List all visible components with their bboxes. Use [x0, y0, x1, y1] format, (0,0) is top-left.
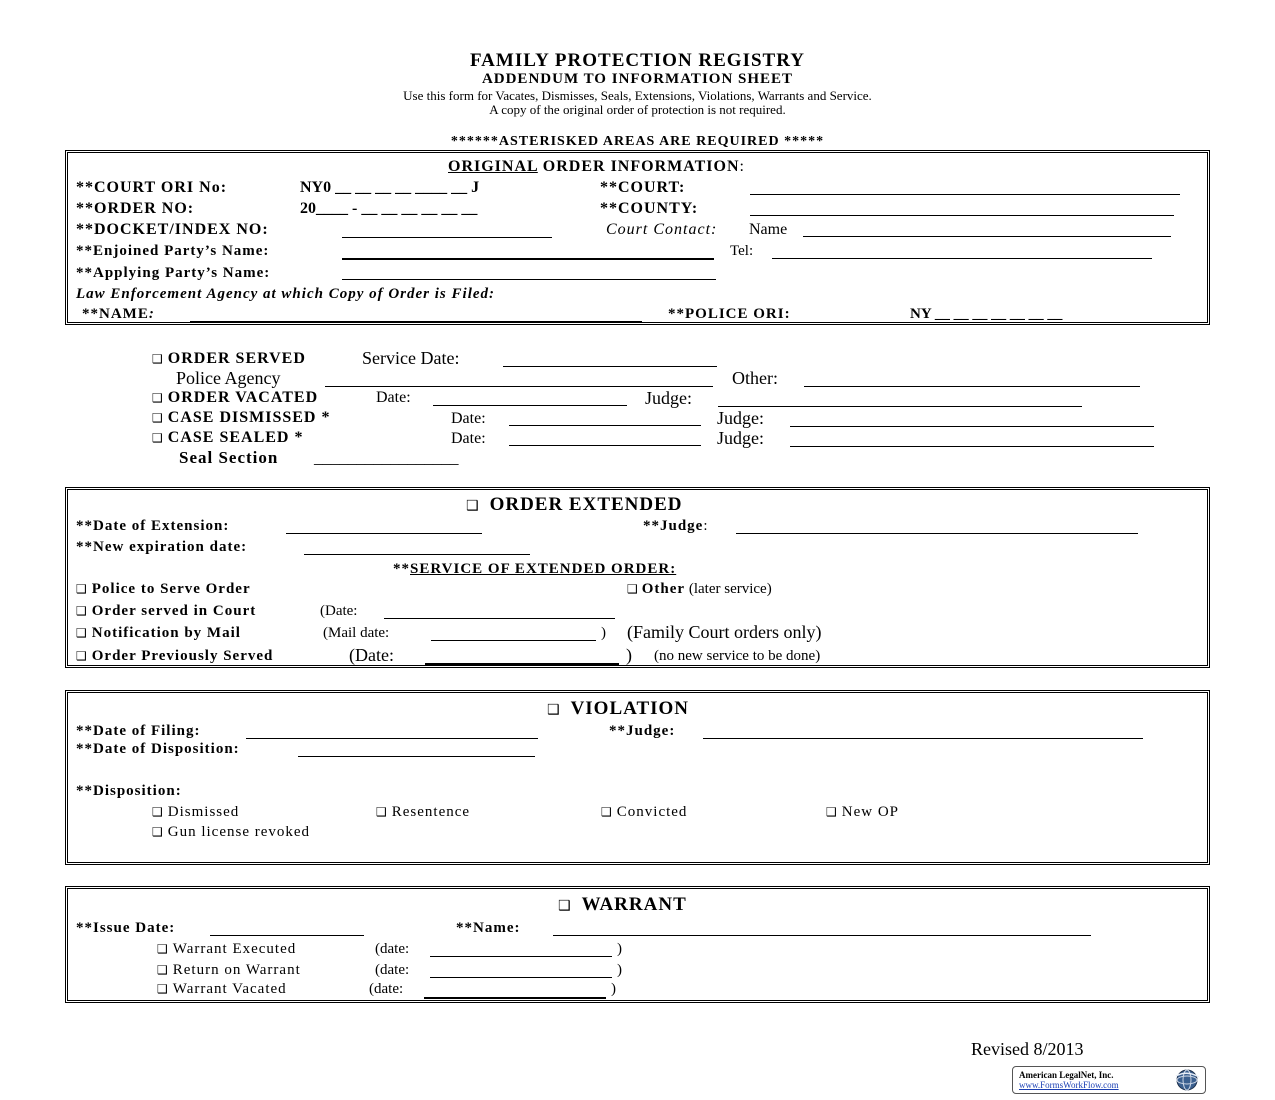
police-agency-field[interactable] — [325, 386, 713, 387]
checkbox-icon: ❑ — [558, 898, 572, 914]
american-legalnet-logo[interactable] — [1012, 1066, 1206, 1094]
order-served-option[interactable]: ❑ ORDER SERVED — [152, 350, 306, 367]
issue-date-label: **Issue Date: — [76, 920, 176, 936]
executed-date-close: ) — [617, 941, 622, 957]
checkbox-icon: ❑ — [76, 604, 88, 618]
service-date-field[interactable] — [503, 366, 717, 367]
warrant-executed-option[interactable]: ❑ Warrant Executed — [157, 941, 297, 957]
county-label: **COUNTY: — [600, 200, 699, 217]
checkbox-icon: ❑ — [157, 942, 169, 956]
instruction-line-2: A copy of the original order of protection is not required. — [489, 102, 786, 117]
checkbox-icon: ❑ — [76, 582, 88, 596]
court-ori-field[interactable]: NY0 __ __ __ __ ____ __ J — [300, 179, 480, 196]
checkbox-icon: ❑ — [826, 805, 838, 819]
served-in-court-option[interactable]: ❑ Order served in Court — [76, 603, 257, 619]
violation-title[interactable]: ❑ VIOLATION — [547, 698, 690, 719]
police-name-label: **NAME: — [82, 306, 155, 322]
disposition-convicted-option[interactable]: ❑ Convicted — [601, 804, 688, 820]
checkbox-icon: ❑ — [601, 805, 613, 819]
police-name-field[interactable] — [190, 321, 642, 322]
vacated-date-label: Date: — [376, 389, 411, 406]
checkbox-icon: ❑ — [152, 805, 164, 819]
sealed-judge-label: Judge: — [717, 428, 764, 448]
order-no-label: **ORDER NO: — [76, 200, 195, 217]
enjoined-party-field[interactable] — [342, 258, 714, 260]
previously-date-field[interactable] — [425, 663, 619, 665]
required-note: ******ASTERISKED AREAS ARE REQUIRED ***** — [450, 134, 825, 149]
checkbox-icon: ❑ — [157, 982, 169, 996]
return-on-warrant-option[interactable]: ❑ Return on Warrant — [157, 962, 301, 978]
checkbox-icon: ❑ — [157, 963, 169, 977]
court-field[interactable] — [750, 194, 1180, 195]
violation-judge-label: **Judge: — [609, 723, 676, 739]
applying-party-label: **Applying Party’s Name: — [76, 265, 271, 281]
previously-date-close: ) — [626, 645, 632, 665]
date-disposition-label: **Date of Disposition: — [76, 741, 240, 757]
vacated-warrant-date-close: ) — [611, 981, 616, 997]
new-expiration-field[interactable] — [304, 554, 530, 555]
sealed-date-label: Date: — [451, 430, 486, 447]
vacated-judge-field[interactable] — [718, 406, 1082, 407]
checkbox-icon: ❑ — [76, 626, 88, 640]
return-date-field[interactable] — [430, 977, 612, 978]
date-disposition-field[interactable] — [298, 756, 535, 757]
return-date-close: ) — [617, 962, 622, 978]
dismissed-date-field[interactable] — [509, 425, 701, 426]
served-in-court-date-label: (Date: — [320, 603, 358, 619]
revised-date: Revised 8/2013 — [971, 1039, 1084, 1059]
seal-section-label: Seal Section — [179, 448, 279, 467]
docket-label: **DOCKET/INDEX NO: — [76, 221, 269, 238]
tel-label: Tel: — [730, 243, 754, 259]
applying-party-field[interactable] — [342, 279, 716, 280]
globe-icon — [1171, 1068, 1203, 1092]
disposition-resentence-option[interactable]: ❑ Resentence — [376, 804, 471, 820]
warrant-vacated-option[interactable]: ❑ Warrant Vacated — [157, 981, 287, 997]
warrant-name-label: **Name: — [456, 920, 521, 936]
police-ori-field[interactable]: NY __ __ __ __ __ __ __ — [910, 306, 1063, 322]
checkbox-icon: ❑ — [152, 352, 164, 366]
enjoined-party-label: **Enjoined Party’s Name: — [76, 243, 270, 259]
law-enforcement-label: Law Enforcement Agency at which Copy of Order is Filed: — [76, 286, 496, 302]
issue-date-field[interactable] — [210, 935, 364, 936]
case-dismissed-option[interactable]: ❑ CASE DISMISSED * — [152, 409, 331, 426]
other-field[interactable] — [804, 386, 1140, 387]
disposition-label: **Disposition: — [76, 783, 182, 799]
docket-field[interactable] — [342, 237, 552, 238]
extension-judge-label: **Judge: — [643, 518, 709, 534]
order-vacated-option[interactable]: ❑ ORDER VACATED — [152, 389, 319, 406]
disposition-dismissed-option[interactable]: ❑ Dismissed — [152, 804, 240, 820]
previously-date-label: (Date: — [349, 645, 394, 665]
checkbox-icon: ❑ — [152, 391, 164, 405]
mail-date-label: (Mail date: — [323, 625, 390, 641]
logo-url-link[interactable]: www.FormsWorkFlow.com — [1019, 1080, 1119, 1090]
no-new-service-note: (no new service to be done) — [654, 648, 821, 664]
police-serve-option[interactable]: ❑ Police to Serve Order — [76, 581, 251, 597]
other-label: Other: — [732, 368, 778, 388]
checkbox-icon: ❑ — [76, 649, 88, 663]
new-expiration-label: **New expiration date: — [76, 539, 248, 555]
dismissed-date-label: Date: — [451, 410, 486, 427]
date-filing-label: **Date of Filing: — [76, 723, 201, 739]
dismissed-judge-field[interactable] — [790, 426, 1154, 427]
warrant-name-field[interactable] — [553, 935, 1091, 936]
service-extended-title: **SERVICE OF EXTENDED ORDER: — [393, 561, 677, 577]
executed-date-field[interactable] — [430, 956, 612, 957]
tel-field[interactable] — [772, 258, 1152, 259]
dismissed-judge-label: Judge: — [717, 408, 764, 428]
date-of-extension-field[interactable] — [286, 533, 482, 534]
sealed-judge-field[interactable] — [790, 446, 1154, 447]
order-no-field[interactable]: 20____ - __ __ __ __ __ __ — [300, 200, 478, 217]
vacated-judge-label: Judge: — [645, 388, 692, 408]
date-filing-field[interactable] — [246, 738, 538, 739]
checkbox-icon: ❑ — [152, 411, 164, 425]
notification-mail-option[interactable]: ❑ Notification by Mail — [76, 625, 241, 641]
vacated-warrant-date-label: (date: — [369, 981, 404, 997]
police-agency-label: Police Agency — [176, 368, 281, 388]
form-title: FAMILY PROTECTION REGISTRY — [469, 50, 805, 71]
logo-company-name: American LegalNet, Inc. — [1019, 1070, 1114, 1080]
service-date-label: Service Date: — [362, 348, 460, 368]
previously-served-option[interactable]: ❑ Order Previously Served — [76, 648, 274, 664]
disposition-new-op-option[interactable]: ❑ New OP — [826, 804, 900, 820]
checkbox-icon: ❑ — [466, 498, 480, 514]
order-extended-title[interactable]: ❑ ORDER EXTENDED — [466, 494, 683, 515]
sealed-date-field[interactable] — [509, 445, 701, 446]
date-of-extension-label: **Date of Extension: — [76, 518, 230, 534]
police-ori-label: **POLICE ORI: — [668, 306, 791, 322]
checkbox-icon: ❑ — [152, 431, 164, 445]
original-order-title: ORIGINAL ORDER INFORMATION: — [448, 158, 745, 175]
warrant-title[interactable]: ❑ WARRANT — [558, 894, 687, 915]
disposition-gun-license-option[interactable]: ❑ Gun license revoked — [152, 824, 311, 840]
vacated-date-field[interactable] — [433, 405, 627, 406]
mail-date-field[interactable] — [431, 640, 596, 641]
checkbox-icon: ❑ — [376, 805, 388, 819]
violation-judge-field[interactable] — [703, 738, 1143, 739]
court-contact-name-label: Name — [749, 221, 788, 238]
court-label: **COURT: — [600, 179, 686, 196]
case-sealed-option[interactable]: ❑ CASE SEALED * — [152, 429, 304, 446]
checkbox-icon: ❑ — [547, 702, 561, 718]
seal-section-field[interactable]: _________________ — [314, 448, 459, 467]
executed-date-label: (date: — [375, 941, 410, 957]
extension-judge-field[interactable] — [736, 533, 1138, 534]
checkbox-icon: ❑ — [627, 582, 638, 596]
county-field[interactable] — [750, 215, 1174, 216]
family-court-note: (Family Court orders only) — [627, 622, 822, 642]
instruction-line-1: Use this form for Vacates, Dismisses, Seals, Extensions, Violations, Warrants and Service. — [403, 88, 872, 103]
form-subtitle: ADDENDUM TO INFORMATION SHEET — [481, 71, 794, 87]
checkbox-icon: ❑ — [152, 825, 164, 839]
mail-date-close: ) — [601, 625, 606, 641]
court-contact-label: Court Contact: — [606, 221, 718, 238]
return-date-label: (date: — [375, 962, 410, 978]
court-ori-label: **COURT ORI No: — [76, 179, 228, 196]
other-service-option[interactable]: ❑ Other (later service) — [627, 581, 772, 597]
court-contact-name-field[interactable] — [803, 236, 1171, 237]
served-in-court-date-field[interactable] — [384, 618, 615, 619]
vacated-warrant-date-field[interactable] — [424, 997, 606, 999]
